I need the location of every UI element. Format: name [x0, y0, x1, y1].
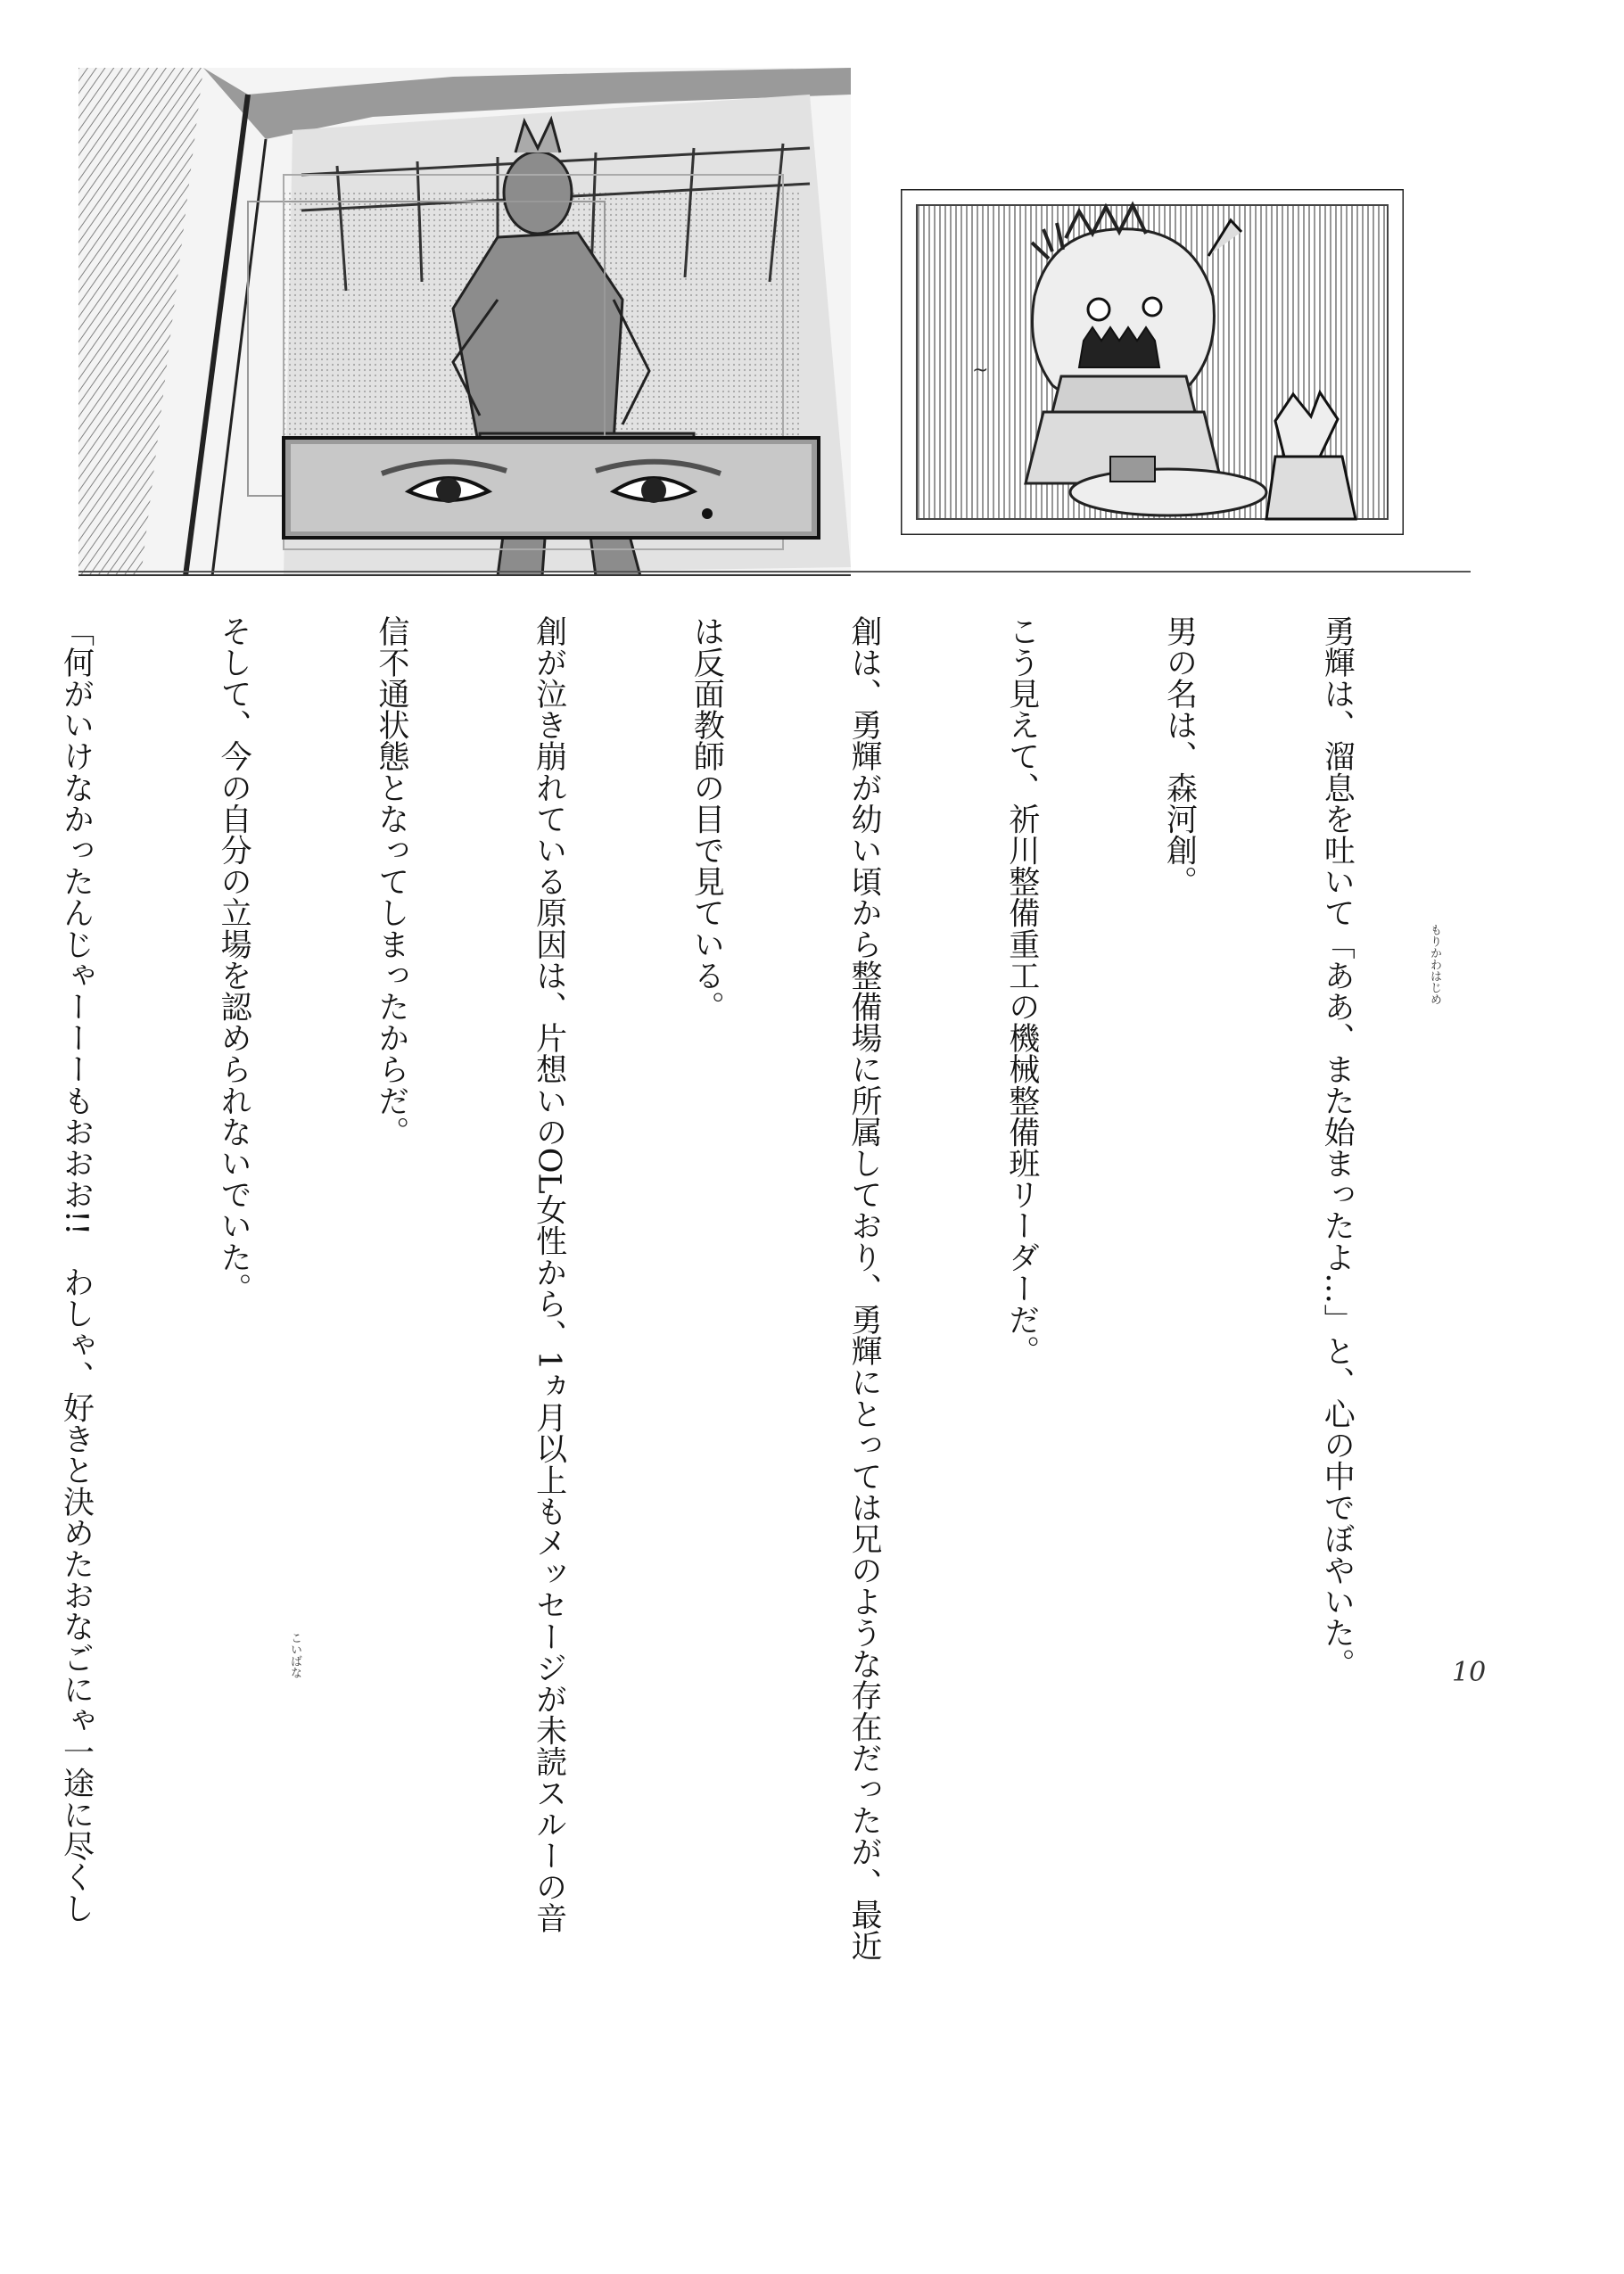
text-line: 信不通状態となってしまったからだ。 — [373, 615, 409, 1148]
furigana-moriKawaHajime: もりかわはじめ — [1428, 924, 1441, 1005]
text-line: そして、今の自分の立場を認められないでいた。 — [216, 615, 252, 1305]
manga-panel-illustration — [901, 189, 1404, 535]
furigana-koibana: こいばな — [288, 1632, 301, 1678]
right-illustration-panel — [901, 189, 1404, 535]
page-number: 10 — [1452, 1657, 1487, 1688]
text-line: は反面教師の目で見ている。 — [688, 615, 725, 1023]
novel-text-block — [0, 615, 1468, 2167]
text-line: 「何がいけなかったんじゃーーーもおおお!! わしゃ、好きと決めたおなごにゃ一途に尽くし — [58, 615, 95, 1924]
text-line: 男の名は、森河創。 — [1161, 615, 1198, 897]
text-line: 創は、勇輝が幼い頃から整備場に所属しており、勇輝にとっては兄のような存在だったが、最近 — [846, 615, 883, 1962]
text-line: こう見えて、祈川整備重工の機械整備班リーダーだ。 — [1003, 615, 1040, 1367]
horizontal-divider — [78, 571, 1471, 573]
text-line: 創が泣き崩れている原因は、片想いのOL女性から、1ヵ月以上もメッセージが未読スルーの音 — [531, 615, 567, 1934]
left-illustration-panel — [78, 68, 851, 576]
svg-text:~: ~ — [972, 359, 989, 382]
manga-panel-illustration — [78, 68, 851, 576]
text-line: 勇輝は、溜息を吐いて「ああ、また始まったよ…」と、心の中でぼやいた。 — [1319, 615, 1356, 1680]
